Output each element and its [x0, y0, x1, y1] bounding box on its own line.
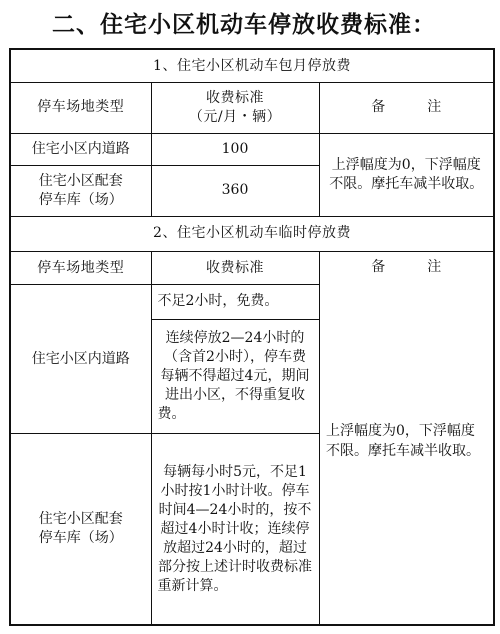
- section2-road-rule-1: 不足2小时，免费。: [151, 284, 319, 319]
- section2-garage-type: 住宅小区配套 停车库（场）: [10, 434, 151, 625]
- section2-title: 2、住宅小区机动车临时停放费: [10, 216, 494, 252]
- section2-header-type: 停车场地类型: [10, 252, 151, 285]
- section1-title: 1、住宅小区机动车包月停放费: [10, 49, 494, 83]
- section2-remark: 上浮幅度为0，下浮幅度不限。摩托车减半收取。: [326, 423, 480, 459]
- section1-header-standard-label: 收费标准: [206, 89, 264, 106]
- section1-header-remark: 备 注: [319, 83, 494, 133]
- section1-remark: 上浮幅度为0，下浮幅度不限。摩托车减半收取。: [319, 133, 494, 216]
- document-heading: 二、住宅小区机动车停放收费标准：: [52, 11, 436, 38]
- section1-road-fee: 100: [151, 133, 319, 166]
- section1-header-standard: [151, 83, 319, 133]
- section2-header-remark: 备 注: [371, 259, 442, 276]
- parking-fee-table: [9, 48, 495, 626]
- section1-garage-type: 住宅小区配套 停车库（场）: [10, 166, 151, 216]
- section2-road-rule-2: 连续停放2—24小时的（含首2小时），停车费每辆不得超过4元，期间进出小区，不得重复收费。: [151, 319, 319, 434]
- section1-road-type: 住宅小区内道路: [10, 133, 151, 166]
- section1-header-standard-unit: （元/月・辆）: [188, 108, 282, 125]
- section2-header-row: [10, 252, 494, 285]
- section1-title-row: [10, 49, 494, 83]
- section1-row-road: [10, 133, 494, 166]
- section1-header-type: 停车场地类型: [10, 83, 151, 133]
- section1-garage-fee: 360: [151, 166, 319, 216]
- section2-road-type: 住宅小区内道路: [10, 284, 151, 433]
- section2-garage-rule: 每辆每小时5元，不足1小时按1小时计收。停车时间4—24小时的，按不超过4小时计收；连续停放超过24小时的，超过部分按上述计时收费标准重新计算。: [151, 434, 319, 625]
- section2-header-standard: 收费标准: [151, 252, 319, 285]
- section2-title-row: [10, 216, 494, 252]
- section1-header-row: [10, 83, 494, 133]
